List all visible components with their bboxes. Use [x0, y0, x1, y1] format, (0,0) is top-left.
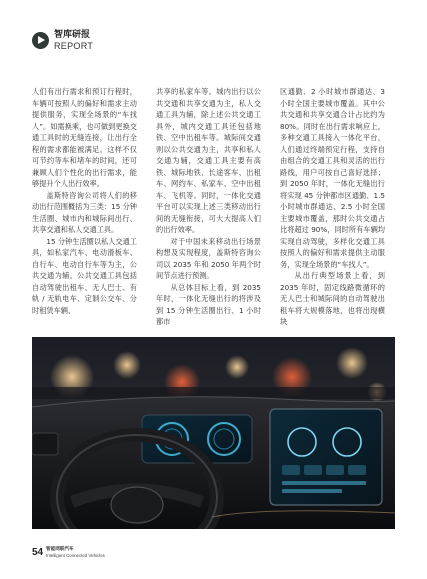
page-number: 54: [32, 547, 44, 558]
paragraph: 区通勤、2 小时城市群通达、3 小时全国主要城市覆盖。其中公共交通和共享交通合计占比约为 80%。同时在出行需求响应上，多种交通工具接入一体化平台，人们通过终端预定行程，支持自由组合的交通工具和灵活的出行路线，用户可按自己喜好选择；到 2050 年时，一体化无缝出行将实现 45 分钟都市区通勤、1.5 小时城市群通达、2.5 小时全国主要城市覆盖，那时公共交通占比将超过 90%，同时所有车辆均实现自动驾驶，多样化交通工具按照人的偏好和需求提供主动服务，实现全场景的“车找人”。: [280, 87, 385, 269]
paragraph: 从总体目标上看，到 2035 年时，一体化无缝出行的将涉及到 15 分钟生活圈出行、1 小时都市: [156, 282, 261, 326]
play-logo-icon: [32, 32, 49, 49]
text-column-1: [32, 86, 137, 316]
text-column-3: [280, 86, 385, 328]
paragraph: 盖斯特咨询公司将人们的移动出行范围概括为三类：15 分钟生活圈、城市内和城际间出行、共享交通和私人交通工具。: [32, 190, 137, 234]
paragraph: 对于中国未来移动出行场景构想及实现程度，盖斯特咨询公司以 2035 年和 2050 年两个时间节点进行预测。: [156, 236, 261, 280]
paragraph: 从出行典型场景上看，到 2035 年时，固定线路微循环的无人巴士和城际间的自动驾驶出租车将大规模落地，也将出现横块: [280, 271, 385, 326]
magazine-name-en: Intelligent Connected Vehicles: [46, 553, 105, 558]
paragraph: 15 分钟生活圈以私人交通工具，如私家汽车、电动滑板车、自行车、电动自行车等为主，公共交通为辅。公共交通工具包括自动驾驶出租车、无人巴士、有轨 / 无轨电车、定制公交车、分时租赁车辆、: [32, 236, 137, 315]
text-column-2: [156, 86, 261, 328]
paragraph: 人们有出行需求和预订行程时，车辆可按照人的偏好和需求主动提供服务，实现全场景的“车找人”。如需换乘，也可做到更换交通工具时的无缝连接，让出行全程的需求都能被满足。这样不仅可节约等车和堵车的时间，还可兼顾人们个性化的出行需求，能够提升个人出行效率。: [32, 87, 137, 188]
paragraph: 共享的私家车等。城内出行以公共交通和共享交通为主，私人交通工具为辅，除上述公共交通工具外，城内交通工具还包括地铁、空中出租车等。城际间交通则以公共交通为主，共享和私人交通为辅，交通工具主要有高铁、城际地铁、长途客车、出租车、网约车、私家车、空中出租车、飞机等。同时，一体化交通平台可以实现上述三类移动出行间的无缝衔接，可大大提高人们的出行效率。: [156, 87, 261, 234]
section-title-cn: 智库研报: [54, 30, 91, 40]
car-dashboard-photo: [32, 337, 395, 529]
magazine-name-cn: 智能网联汽车: [46, 547, 74, 552]
section-title-en: REPORT: [54, 41, 94, 51]
